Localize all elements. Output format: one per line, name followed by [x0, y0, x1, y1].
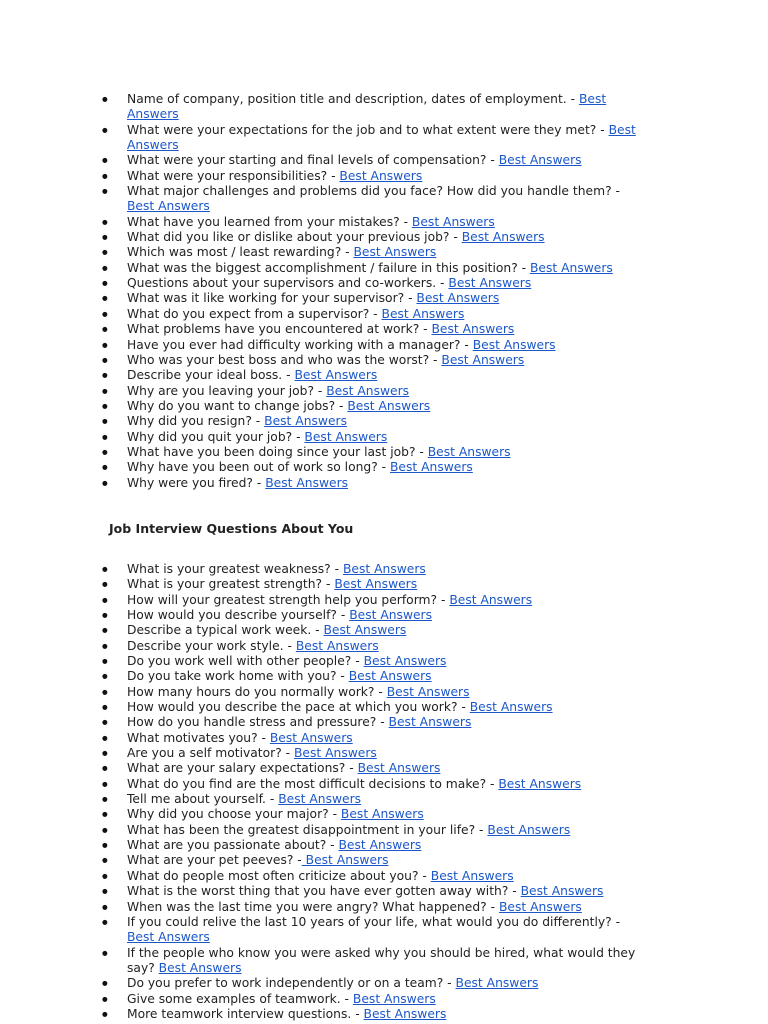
question-text: Who was your best boss and who was the worst? -: [127, 352, 442, 367]
question-text: Why have you been out of work so long? -: [127, 460, 390, 475]
best-answers-link[interactable]: Best Answers: [487, 822, 571, 837]
question-item: [0, 746, 768, 761]
best-answers-link[interactable]: Best Answers: [269, 730, 353, 745]
question-text: What was it like working for your supervisor? -: [127, 291, 417, 306]
question-text: More teamwork interview questions. -: [127, 1006, 364, 1021]
question-item: [0, 215, 768, 230]
best-answers-link[interactable]: Best Answers: [158, 960, 242, 975]
question-text: What has been the greatest disappointment in your life? -: [127, 822, 488, 837]
best-answers-link[interactable]: Best Answers: [334, 577, 418, 592]
best-answers-link[interactable]: Best Answers: [301, 853, 389, 868]
question-text: If you could relive the last 10 years of your life, what would you do differently? -: [127, 914, 621, 929]
question-item: [0, 414, 768, 429]
best-answers-link[interactable]: Best Answers: [381, 306, 465, 321]
about-you-questions-list: [0, 562, 768, 1022]
best-answers-link[interactable]: Best Answers: [127, 122, 636, 153]
best-answers-link[interactable]: Best Answers: [390, 460, 473, 475]
question-item: [0, 715, 768, 730]
question-text: How will your greatest strength help you perform? -: [127, 592, 450, 607]
best-answers-link[interactable]: Best Answers: [427, 444, 511, 459]
question-text: What is your greatest weakness? -: [127, 561, 343, 576]
question-text: Describe a typical work week. -: [127, 623, 324, 638]
question-item: [0, 853, 768, 868]
best-answers-link[interactable]: Best Answers: [498, 153, 582, 168]
question-text: What do people most often criticize about you? -: [127, 868, 431, 883]
question-item: [0, 823, 768, 838]
question-item: [0, 915, 768, 946]
best-answers-link[interactable]: Best Answers: [349, 607, 433, 622]
question-item: [0, 884, 768, 899]
question-item: [0, 384, 768, 399]
question-item: [0, 92, 768, 123]
best-answers-link[interactable]: Best Answers: [411, 214, 495, 229]
question-item: [0, 230, 768, 245]
question-item: [0, 445, 768, 460]
best-answers-link[interactable]: Best Answers: [461, 230, 545, 245]
question-item: [0, 731, 768, 746]
question-text: What have you learned from your mistakes? -: [127, 214, 412, 229]
question-item: [0, 430, 768, 445]
best-answers-link[interactable]: Best Answers: [342, 561, 426, 576]
question-text: How would you describe the pace at which you work? -: [127, 700, 470, 715]
best-answers-link[interactable]: Best Answers: [498, 776, 582, 791]
best-answers-link[interactable]: Best Answers: [448, 276, 532, 291]
question-text: What was the biggest accomplishment / failure in this position? -: [127, 260, 530, 275]
question-item: [0, 976, 768, 991]
question-item: [0, 123, 768, 154]
question-text: What is your greatest strength? -: [127, 577, 335, 592]
question-text: What did you like or dislike about your previous job? -: [127, 230, 462, 245]
question-item: [0, 245, 768, 260]
question-item: [0, 992, 768, 1007]
best-answers-link[interactable]: Best Answers: [520, 884, 604, 899]
best-answers-link[interactable]: Best Answers: [357, 761, 441, 776]
question-text: What do you expect from a supervisor? -: [127, 306, 382, 321]
best-answers-link[interactable]: Best Answers: [386, 684, 470, 699]
question-text: If the people who know you were asked why you should be hired, what would they say?: [127, 945, 636, 975]
question-item: [0, 654, 768, 669]
best-answers-link[interactable]: Best Answers: [295, 638, 379, 653]
best-answers-link[interactable]: Best Answers: [264, 414, 347, 429]
best-answers-link[interactable]: Best Answers: [265, 475, 349, 490]
question-text: Do you take work home with you? -: [127, 669, 349, 684]
question-item: [0, 700, 768, 715]
question-item: [0, 169, 768, 184]
best-answers-link[interactable]: Best Answers: [363, 1006, 447, 1021]
question-text: What are you passionate about? -: [127, 838, 339, 853]
best-answers-link[interactable]: Best Answers: [430, 868, 514, 883]
question-text: Why are you leaving your job? -: [127, 383, 327, 398]
best-answers-link[interactable]: Best Answers: [449, 592, 533, 607]
best-answers-link[interactable]: Best Answers: [352, 991, 436, 1006]
question-item: [0, 623, 768, 638]
question-text: What do you find are the most difficult decisions to make? -: [127, 776, 499, 791]
best-answers-link[interactable]: Best Answers: [339, 168, 423, 183]
employment-questions-list: [0, 92, 768, 491]
best-answers-link[interactable]: Best Answers: [278, 792, 362, 807]
question-item: [0, 291, 768, 306]
best-answers-link[interactable]: Best Answers: [416, 291, 500, 306]
question-item: [0, 261, 768, 276]
question-item: [0, 761, 768, 776]
question-item: [0, 460, 768, 475]
question-text: Why did you quit your job? -: [127, 429, 305, 444]
question-text: How do you handle stress and pressure? -: [127, 715, 389, 730]
question-text: What are your pet peeves? -: [127, 853, 302, 868]
question-item: [0, 1007, 768, 1022]
best-answers-link[interactable]: Best Answers: [338, 838, 422, 853]
question-text: Questions about your supervisors and co-workers. -: [127, 276, 449, 291]
question-text: Do you work well with other people? -: [127, 654, 364, 668]
question-text: What are your salary expectations? -: [127, 761, 358, 776]
best-answers-link[interactable]: Best Answers: [529, 260, 613, 275]
question-item: [0, 353, 768, 368]
best-answers-link[interactable]: Best Answers: [340, 807, 424, 822]
question-text: How would you describe yourself? -: [127, 607, 350, 622]
best-answers-link[interactable]: Best Answers: [127, 930, 210, 945]
question-text: Have you ever had difficulty working with a manager? -: [127, 337, 473, 352]
best-answers-link[interactable]: Best Answers: [304, 429, 388, 444]
question-item: [0, 338, 768, 353]
question-text: Why were you fired? -: [127, 475, 266, 490]
question-text: What were your responsibilities? -: [127, 168, 340, 183]
best-answers-link[interactable]: Best Answers: [127, 92, 607, 122]
question-text: Describe your ideal boss. -: [127, 368, 295, 383]
question-text: What major challenges and problems did you face? How did you handle them? -: [127, 184, 620, 199]
best-answers-link[interactable]: Best Answers: [363, 654, 447, 668]
best-answers-link[interactable]: Best Answers: [388, 715, 472, 730]
question-item: [0, 807, 768, 822]
question-item: [0, 184, 768, 215]
question-text: Do you prefer to work independently or on a team? -: [127, 976, 456, 991]
question-item: [0, 399, 768, 414]
question-text: What motivates you? -: [127, 730, 270, 745]
question-item: [0, 838, 768, 853]
question-item: [0, 777, 768, 792]
best-answers-link[interactable]: Best Answers: [326, 383, 410, 398]
best-answers-link[interactable]: Best Answers: [441, 352, 525, 367]
best-answers-link[interactable]: Best Answers: [498, 899, 582, 914]
question-text: Name of company, position title and description, dates of employment. -: [127, 92, 579, 106]
best-answers-link[interactable]: Best Answers: [431, 322, 515, 337]
best-answers-link[interactable]: Best Answers: [127, 199, 210, 214]
question-text: Why do you want to change jobs? -: [127, 398, 348, 413]
question-text: Why did you resign? -: [127, 414, 265, 429]
question-text: Why did you choose your major? -: [127, 807, 341, 822]
question-item: [0, 153, 768, 168]
question-text: What were your expectations for the job and to what extent were they met? -: [127, 122, 609, 137]
best-answers-link[interactable]: Best Answers: [353, 245, 437, 260]
question-item: [0, 669, 768, 684]
section-heading: Job Interview Questions About You: [109, 520, 354, 536]
question-item: [0, 476, 768, 491]
question-text: How many hours do you normally work? -: [127, 684, 387, 699]
question-text: Are you a self motivator? -: [127, 746, 294, 761]
question-item: [0, 322, 768, 337]
question-item: [0, 900, 768, 915]
question-item: [0, 685, 768, 700]
question-item: [0, 792, 768, 807]
question-text: What is the worst thing that you have ever gotten away with? -: [127, 884, 521, 899]
question-text: Which was most / least rewarding? -: [127, 245, 354, 260]
question-item: [0, 577, 768, 592]
question-text: What problems have you encountered at work? -: [127, 322, 432, 337]
question-text: What have you been doing since your last job? -: [127, 444, 428, 459]
best-answers-link[interactable]: Best Answers: [347, 398, 431, 413]
best-answers-link[interactable]: Best Answers: [348, 669, 432, 684]
question-text: Describe your work style. -: [127, 638, 296, 653]
question-item: [0, 869, 768, 884]
question-item: [0, 307, 768, 322]
question-text: What were your starting and final levels of compensation? -: [127, 153, 499, 168]
question-text: Tell me about yourself. -: [127, 792, 279, 807]
question-item: [0, 608, 768, 623]
question-item: [0, 562, 768, 577]
question-text: When was the last time you were angry? What happened? -: [127, 899, 499, 914]
best-answers-link[interactable]: Best Answers: [294, 368, 378, 383]
question-item: [0, 639, 768, 654]
question-item: [0, 368, 768, 383]
best-answers-link[interactable]: Best Answers: [469, 700, 553, 715]
question-item: [0, 946, 768, 977]
question-item: [0, 593, 768, 608]
best-answers-link[interactable]: Best Answers: [455, 976, 539, 991]
best-answers-link[interactable]: Best Answers: [472, 337, 556, 352]
question-item: [0, 276, 768, 291]
document-body: [0, 92, 768, 1022]
best-answers-link[interactable]: Best Answers: [293, 746, 377, 761]
question-text: Give some examples of teamwork. -: [127, 991, 353, 1006]
best-answers-link[interactable]: Best Answers: [323, 623, 407, 638]
